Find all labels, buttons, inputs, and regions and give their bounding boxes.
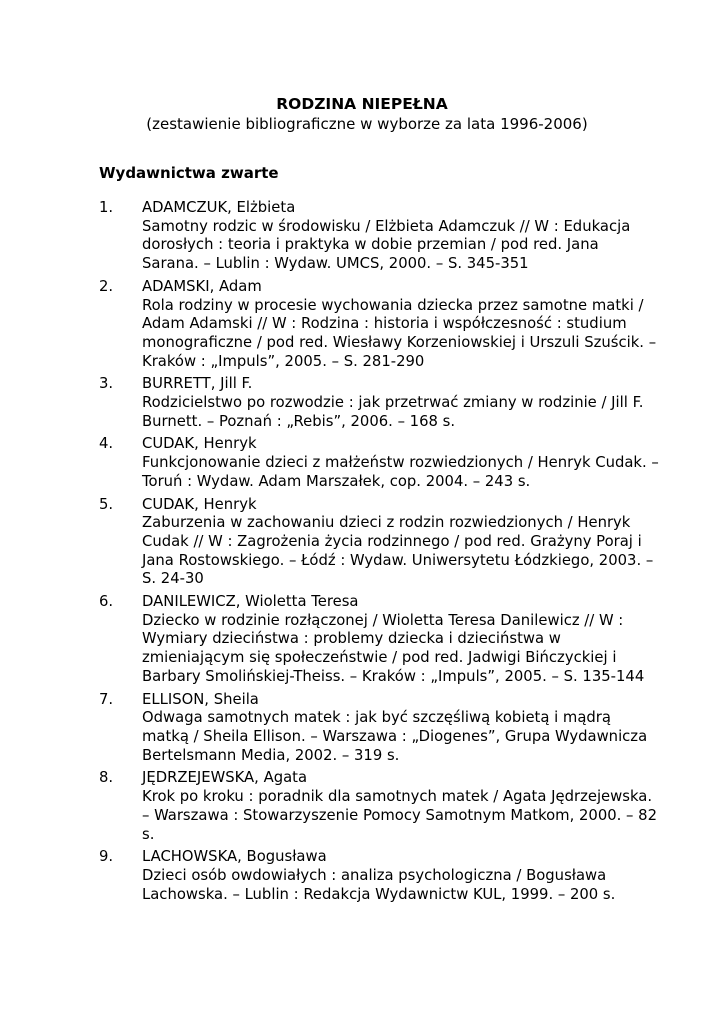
entry-description: Odwaga samotnych matek : jak być szczęśliwą kobietą i mądrą matką / Sheila Ellison. – Warszawa : „Diogenes”, Grupa Wydawnicza Bertelsmann Media, 2002. – 319 s.: [142, 709, 648, 764]
document-subtitle: (zestawienie bibliograficzne w wyborze za lata 1996-2006): [146, 115, 588, 133]
bibliography-entry: [99, 496, 659, 590]
document-title: RODZINA NIEPEŁNA: [276, 95, 448, 113]
entry-author: ADAMCZUK, Elżbieta: [142, 199, 296, 216]
entry-number: 6.: [99, 593, 114, 611]
entry-author: CUDAK, Henryk: [142, 495, 257, 513]
entry-description: Krok po kroku : poradnik dla samotnych matek / Agata Jędrzejewska. – Warszawa : Stowarzyszenie Pomocy Samotnym Matkom, 2000. – 82 s.: [142, 788, 657, 843]
entry-number: 2.: [99, 277, 114, 295]
entry-author: LACHOWSKA, Bogusława: [142, 848, 327, 866]
entry-number: 5.: [99, 495, 114, 513]
entry-number: 3.: [99, 375, 114, 393]
entry-description: Rodzicielstwo po rozwodzie : jak przetrwać zmiany w rodzinie / Jill F. Burnett. – Poznań : „Rebis”, 2006. – 168 s.: [142, 394, 644, 430]
bibliography-entry: [99, 769, 659, 844]
entry-description: Rola rodziny w procesie wychowania dziecka przez samotne matki / Adam Adamski // W : Rodzina : historia i współczesność : studium monograficzne / pod red. Wiesławy Korzeniowskiej i Urszuli Szuścik. – Kraków : „Impuls”, 2005. – S. 281-290: [142, 296, 657, 370]
entry-author: ADAMSKI, Adam: [142, 277, 262, 295]
bibliography-entry: [99, 435, 659, 491]
entry-number: 4.: [99, 435, 114, 453]
entry-author: DANILEWICZ, Wioletta Teresa: [142, 593, 359, 611]
entry-description: Zaburzenia w zachowaniu dzieci z rodzin rozwiedzionych / Henryk Cudak // W : Zagrożenia życia rodzinnego / pod red. Grażyny Poraj i Jana Rostowskiego. – Łódź : Wydaw. Uniwersytetu Łódzkiego, 2003. – S. 24-30: [142, 514, 654, 588]
entry-description: Dzieci osób owdowiałych : analiza psychologiczna / Bogusława Lachowska. – Lublin : Redakcja Wydawnictw KUL, 1999. – 200 s.: [142, 866, 616, 903]
entry-author: ELLISON, Sheila: [142, 690, 259, 708]
entry-number: 1.: [99, 199, 114, 216]
entry-author: BURRETT, Jill F.: [142, 375, 253, 393]
bibliography-list: [99, 199, 659, 908]
entry-number: 7.: [99, 690, 114, 708]
entry-number: 9.: [99, 848, 114, 866]
entry-author: CUDAK, Henryk: [142, 435, 257, 453]
bibliography-entry: [99, 375, 659, 431]
entry-description: Samotny rodzic w środowisku / Elżbieta Adamczuk // W : Edukacja dorosłych : teoria i praktyka w dobie przemian / pod red. Jana Sarana. – Lublin : Wydaw. UMCS, 2000. – S. 345-351: [142, 217, 631, 273]
bibliography-entry: [99, 691, 659, 766]
entry-number: 8.: [99, 769, 114, 787]
bibliography-entry: [99, 848, 659, 904]
bibliography-entry: [99, 593, 659, 687]
bibliography-entry: [99, 199, 659, 274]
entry-author: JĘDRZEJEWSKA, Agata: [142, 769, 308, 787]
entry-description: Funkcjonowanie dzieci z małżeństw rozwiedzionych / Henryk Cudak. – Toruń : Wydaw. Adam Marszałek, cop. 2004. – 243 s.: [142, 454, 659, 490]
entry-description: Dziecko w rodzinie rozłączonej / Wioletta Teresa Danilewicz // W : Wymiary dzieciństwa : problemy dziecka i dzieciństwa w zmieniającym się społeczeństwie / pod red. Jadwigi Bińczyckiej i Barbary Smolińskiej-Theiss. – Kraków : „Impuls”, 2005. – S. 135-144: [142, 611, 645, 685]
bibliography-entry: [99, 278, 659, 372]
section-heading: Wydawnictwa zwarte: [99, 164, 279, 182]
